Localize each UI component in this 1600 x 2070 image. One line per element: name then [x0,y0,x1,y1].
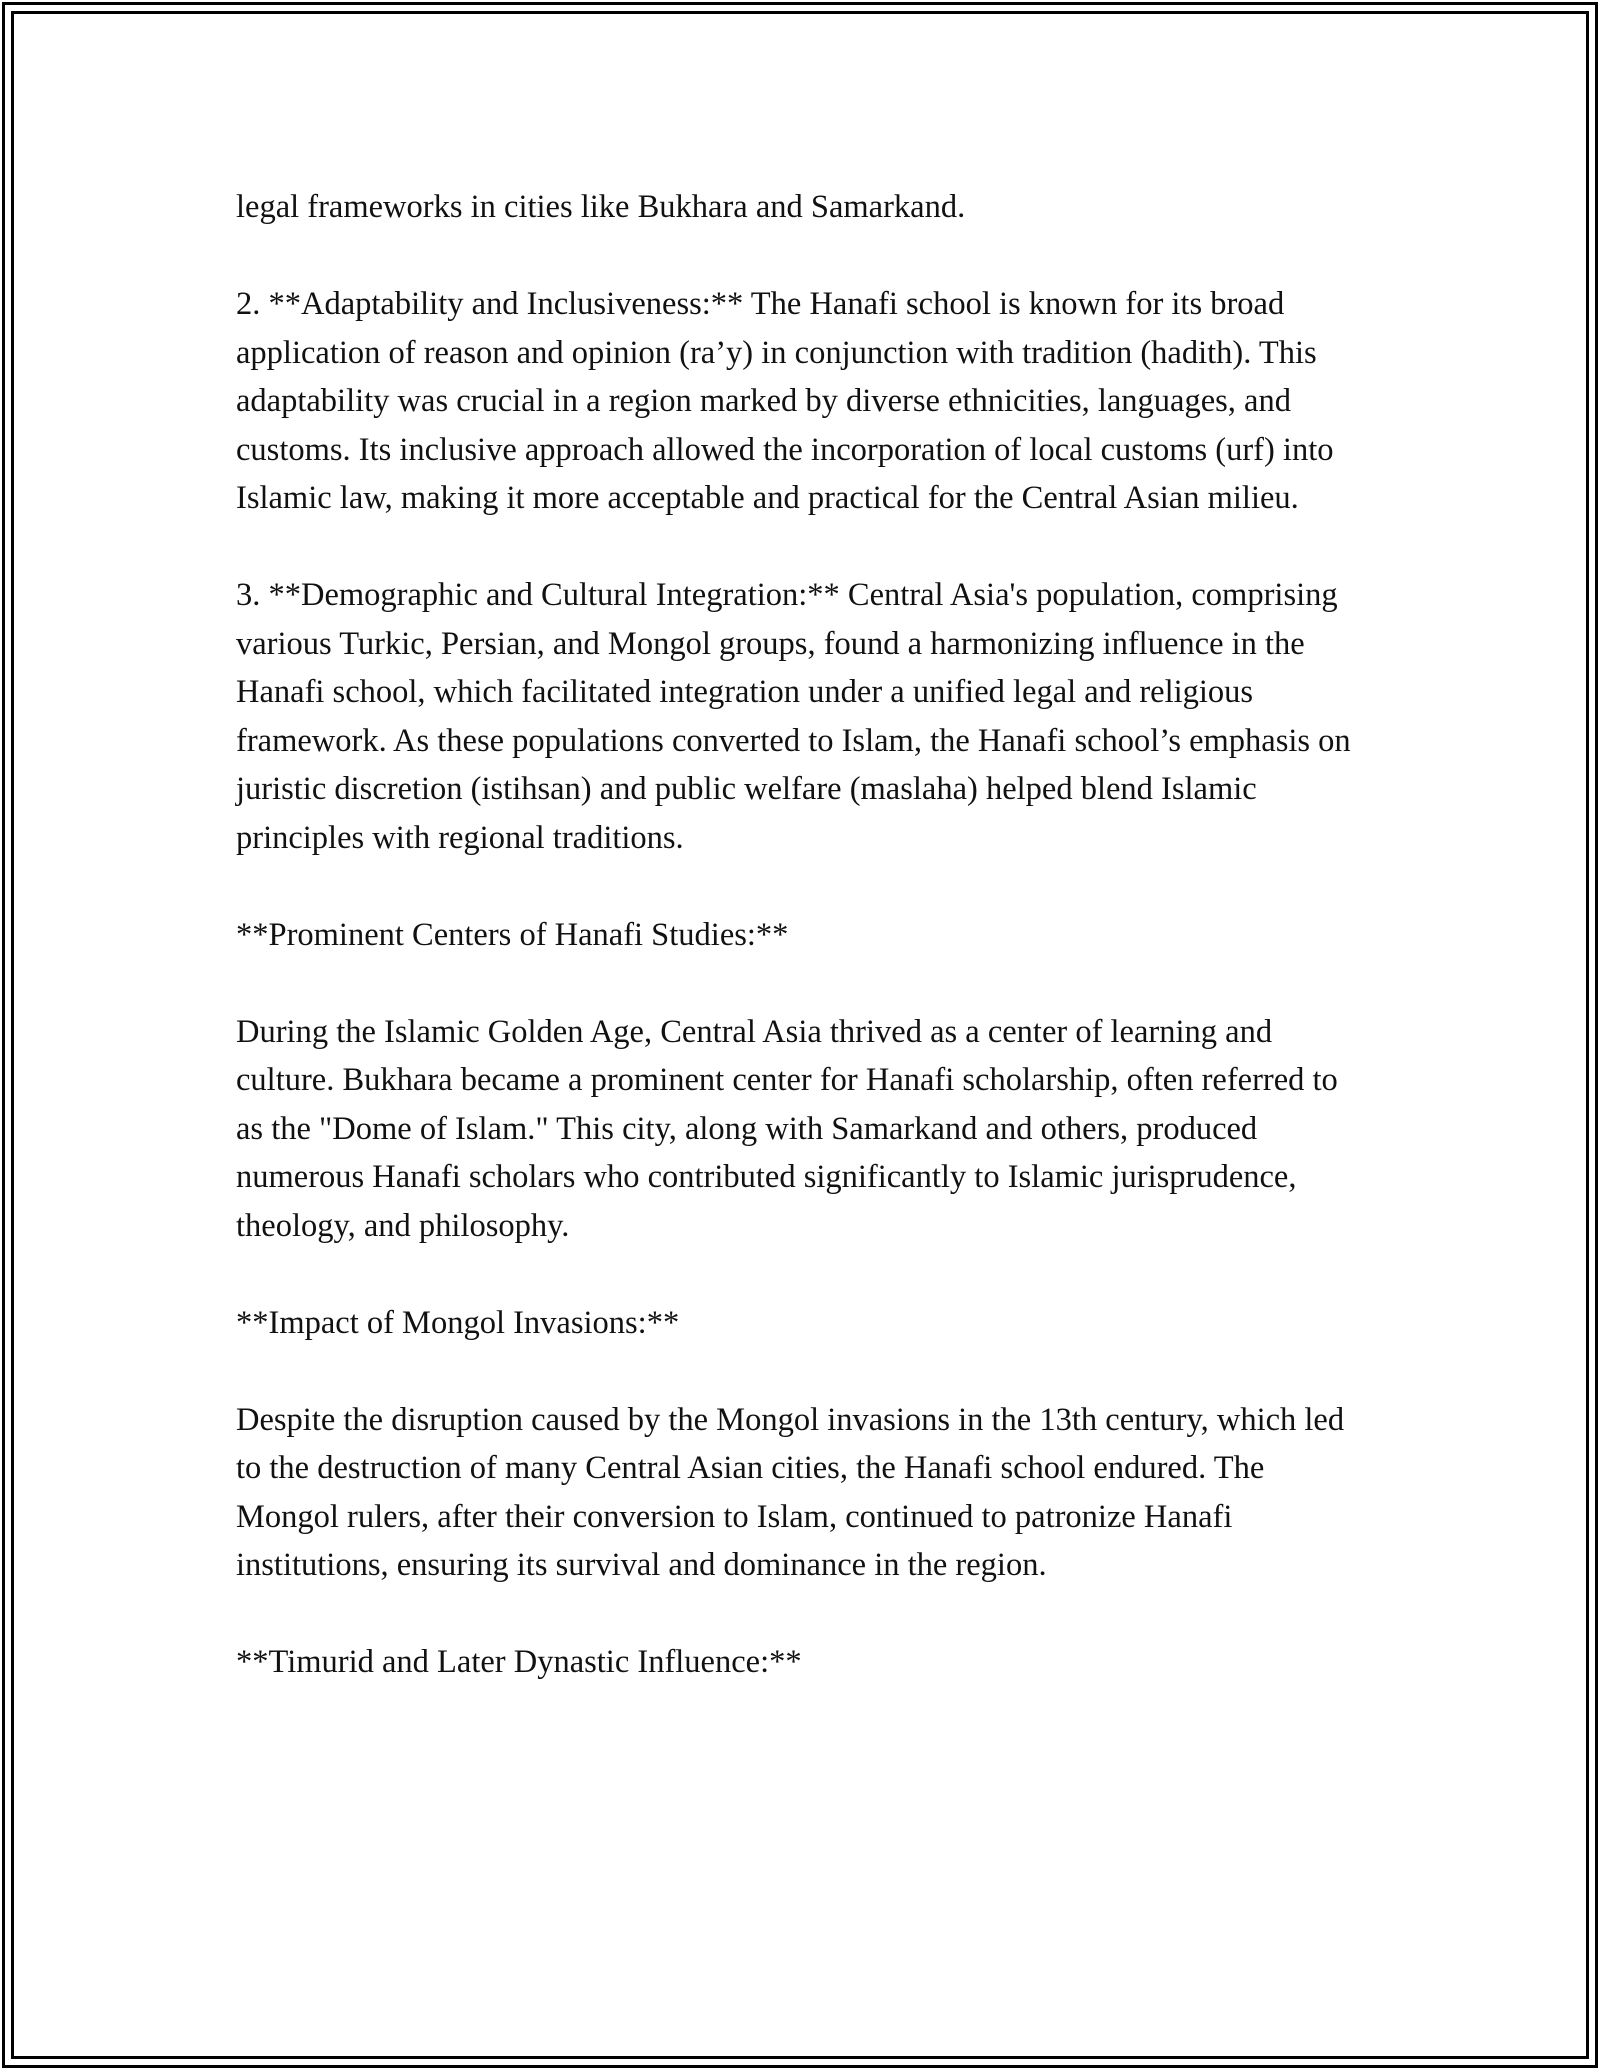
heading-prominent-centers: **Prominent Centers of Hanafi Studies:** [236,916,789,953]
paragraph-mongol-impact: Despite the disruption caused by the Mongol invasions in the 13th century, which led to the destruction of many Central Asian cities, the Hanafi school endured. The Mongol rulers, after their conversion to Islam, continued to patronize Hanafi institutions, ensuring its survival and dominance in the region. [236,1401,1345,1583]
paragraph-continuation: legal frameworks in cities like Bukhara and Samarkand. [236,189,966,225]
paragraph-demographic: 3. **Demographic and Cultural Integration:** Central Asia's population, comprising various Turkic, Persian, and Mongol groups, found a harmonizing influence in the Hanafi school, which facilitated integration under a unified legal and religious framework. As these populations converted to Islam, the Hanafi school’s emphasis on juristic discretion (istihsan) and public welfare (maslaha) helped blend Islamic principles with regional traditions. [236,577,1351,856]
heading-mongol-invasions: **Impact of Mongol Invasions:** [236,1304,680,1341]
paragraph-adaptability: 2. **Adaptability and Inclusiveness:** The Hanafi school is known for its broad application of reason and opinion (ra’y) in conjunction with tradition (hadith). This adaptability was crucial in a region marked by diverse ethnicities, languages, and customs. Its inclusive approach allowed the incorporation of local customs (urf) into Islamic law, making it more acceptable and practical for the Central Asian milieu. [236,286,1334,516]
document-body [236,183,1366,1687]
paragraph-golden-age: During the Islamic Golden Age, Central Asia thrived as a center of learning and culture. Bukhara became a prominent center for Hanafi scholarship, often referred to as the "Dome of Islam." This city, along with Samarkand and others, produced numerous Hanafi scholars who contributed significantly to Islamic jurisprudence, theology, and philosophy. [236,1013,1338,1244]
heading-timurid-influence: **Timurid and Later Dynastic Influence:** [236,1644,802,1680]
